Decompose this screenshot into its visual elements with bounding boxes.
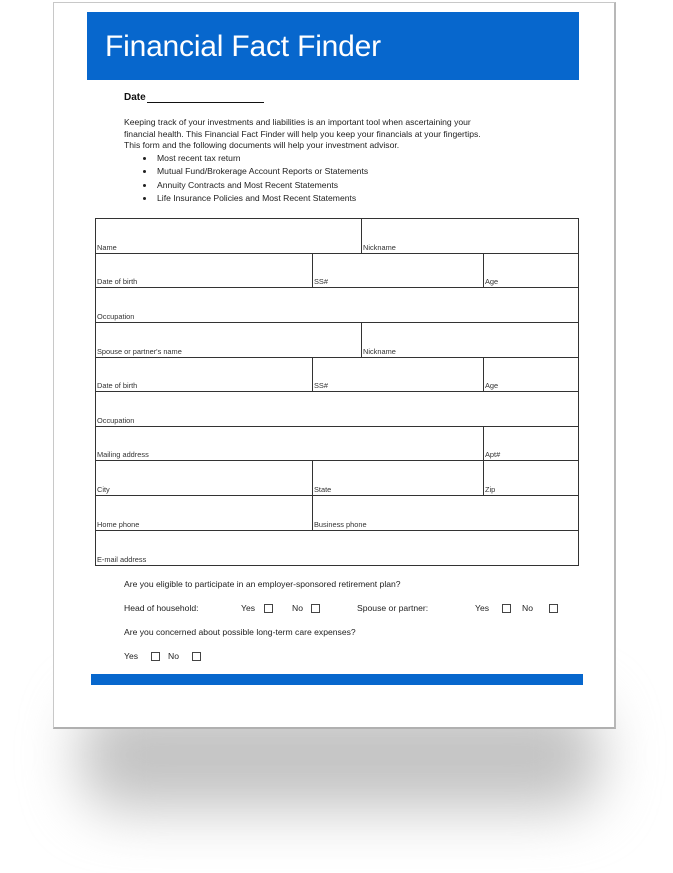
- retirement-question: Are you eligible to participate in an employer-sponsored retirement plan?: [124, 579, 401, 589]
- list-item: • Mutual Fund/Brokerage Account Reports or Statements: [155, 165, 564, 178]
- age-field[interactable]: Age: [483, 254, 578, 288]
- list-item: • Most recent tax return: [155, 152, 564, 165]
- intro-line-3: This form and the following documents will help your investment advisor.: [124, 140, 400, 151]
- name-field[interactable]: Name: [97, 242, 117, 252]
- spouse-no-checkbox[interactable]: [549, 604, 558, 613]
- zip-field[interactable]: Zip: [483, 461, 578, 495]
- apt-field[interactable]: Apt#: [483, 427, 578, 461]
- spouse-yes-label: Yes: [475, 603, 490, 613]
- intro-section: [124, 117, 564, 205]
- spouse-occupation-field[interactable]: Occupation: [97, 415, 135, 425]
- ltc-yes-checkbox[interactable]: [151, 652, 160, 661]
- intro-line-1: Keeping track of your investments and liabilities is an important tool when ascertaining your: [124, 117, 471, 127]
- ltc-yes-label: Yes: [124, 651, 139, 661]
- city-field[interactable]: City: [97, 484, 110, 494]
- form-row: [96, 392, 578, 427]
- intro-line-2: financial health. This Financial Fact Finder will help you keep your financials at your fingertips.: [124, 128, 481, 139]
- documents-list: [124, 152, 564, 206]
- form-row: [96, 254, 578, 289]
- date-of-birth-field[interactable]: Date of birth: [97, 277, 138, 287]
- state-field[interactable]: State: [312, 461, 483, 495]
- title-banner: [87, 12, 579, 80]
- head-yes-label: Yes: [241, 603, 256, 613]
- head-no-label: No: [292, 603, 303, 613]
- spouse-no-label: No: [522, 603, 533, 613]
- ltc-no-label: No: [168, 651, 179, 661]
- footer-accent-bar: [91, 674, 583, 685]
- long-term-care-question: Are you concerned about possible long-term care expenses?: [124, 627, 356, 637]
- form-row: [96, 530, 578, 565]
- form-row: [96, 496, 578, 531]
- date-label: Date: [124, 92, 146, 103]
- list-item: • Annuity Contracts and Most Recent Statements: [155, 179, 564, 192]
- retirement-answers: [124, 603, 564, 617]
- form-row: [96, 219, 578, 254]
- spouse-yes-checkbox[interactable]: [502, 604, 511, 613]
- spouse-date-of-birth-field[interactable]: Date of birth: [97, 381, 138, 391]
- date-field: [124, 92, 264, 103]
- form-row: [96, 323, 578, 358]
- long-term-care-answers: [124, 651, 324, 665]
- spouse-name-field[interactable]: Spouse or partner's name: [97, 346, 182, 356]
- ssn-field[interactable]: SS#: [312, 254, 483, 288]
- form-row: [96, 357, 578, 392]
- mailing-address-field[interactable]: Mailing address: [97, 450, 149, 460]
- home-phone-field[interactable]: Home phone: [97, 519, 140, 529]
- personal-info-form: [95, 218, 579, 566]
- spouse-nickname-field[interactable]: Nickname: [361, 323, 578, 357]
- business-phone-field[interactable]: Business phone: [312, 496, 578, 530]
- spouse-age-field[interactable]: Age: [483, 357, 578, 391]
- form-row: [96, 288, 578, 323]
- document-page: [53, 2, 616, 729]
- spouse-partner-label: Spouse or partner:: [357, 603, 429, 613]
- nickname-field[interactable]: Nickname: [361, 219, 578, 253]
- ltc-no-checkbox[interactable]: [192, 652, 201, 661]
- list-item: • Life Insurance Policies and Most Recent Statements: [155, 192, 564, 205]
- document-title: Financial Fact Finder: [105, 30, 381, 63]
- head-yes-checkbox[interactable]: [264, 604, 273, 613]
- occupation-field[interactable]: Occupation: [97, 311, 135, 321]
- date-input-line[interactable]: [147, 92, 264, 103]
- email-field[interactable]: E-mail address: [97, 555, 147, 565]
- head-of-household-label: Head of household:: [124, 603, 199, 613]
- spouse-ssn-field[interactable]: SS#: [312, 357, 483, 391]
- form-row: [96, 461, 578, 496]
- form-row: [96, 427, 578, 462]
- head-no-checkbox[interactable]: [311, 604, 320, 613]
